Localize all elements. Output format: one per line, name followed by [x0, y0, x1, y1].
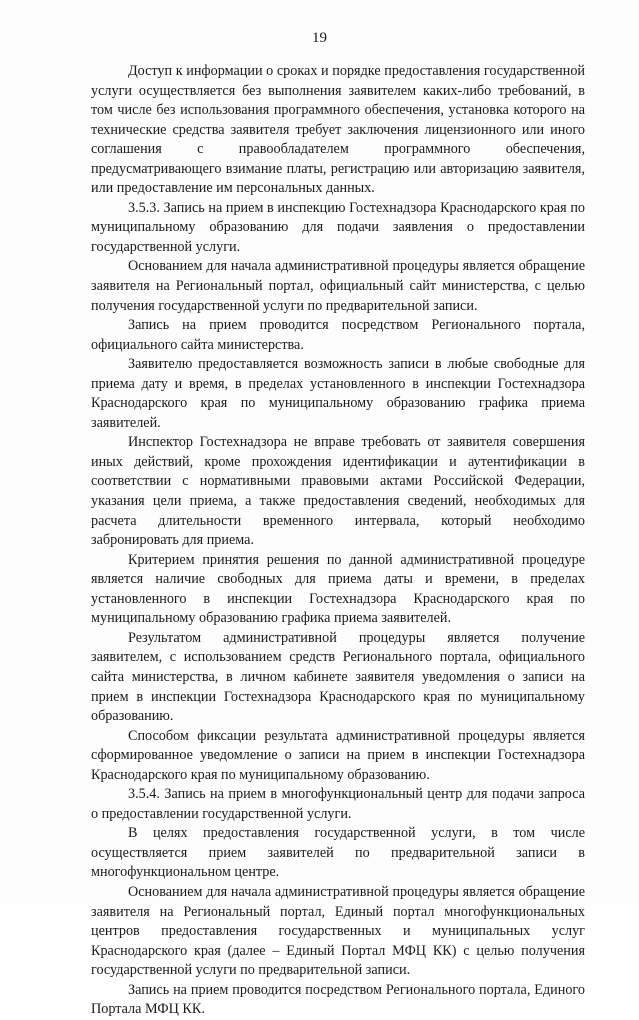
paragraph-mfc-appointments: В целях предоставления государственной услуги, в том числе осуществляется прием заявителей по предварительной записи в многофункциональном центре. — [91, 825, 585, 881]
document-body — [91, 62, 585, 1020]
paragraph-info-access: Доступ к информации о сроках и порядке предоставления государственной услуги осуществляется без выполнения заявителем каких-либо требований, в том числе без использования программного обеспечения, установка которого на технические средства заявителя требует заключения лицензионного или иного соглашения с правообладателем программного обеспечения, предусматривающего взимание платы, регистрацию или авторизацию заявителя, или предоставление им персональных данных. — [91, 63, 585, 197]
paragraph-section-3-5-4: 3.5.4. Запись на прием в многофункциональный центр для подачи запроса о предоставлении государственной услуги. — [91, 786, 585, 822]
page-number: 19 — [312, 30, 327, 46]
paragraph-booking-options: Заявителю предоставляется возможность записи в любые свободные для приема дату и время, в пределах установленного в инспекции Гостехнадзора Краснодарского края по муниципальному образованию графика приема заявителей. — [91, 356, 585, 431]
paragraph-appointment-method: Запись на прием проводится посредством Регионального портала, официального сайта министерства. — [91, 317, 585, 353]
paragraph-inspector-restrictions: Инспектор Гостехнадзора не вправе требовать от заявителя совершения иных действий, кроме прохождения идентификации и аутентификации в соответствии с нормативными правовыми актами Российской Федерации, указания цели приема, а также предоставления сведений, необходимых для расчета длительности временного интервала, который необходимо забронировать для приема. — [91, 434, 585, 549]
paragraph-procedure-basis: Основанием для начала административной процедуры является обращение заявителя на Региональный портал, официальный сайт министерства, с целью получения государственной услуги по предварительной записи. — [91, 258, 585, 314]
paragraph-procedure-result: Результатом административной процедуры является получение заявителем, с использованием средств Регионального портала, официального сайта министерства, в личном кабинете заявителя уведомления о записи на прием в инспекции Гостехнадзора Краснодарского края по муниципальному образованию. — [91, 629, 585, 725]
paragraph-decision-criterion: Критерием принятия решения по данной административной процедуре является наличие свободных для приема даты и времени, в пределах установленного в инспекции Гостехнадзора Краснодарского края по муниципальному образованию графика приема заявителей. — [91, 551, 585, 627]
paragraph-mfc-procedure-basis: Основанием для начала административной процедуры является обращение заявителя на Региональный портал, Единый портал многофункциональных центров предоставления государственных и муниципальных услуг Краснодарского края (далее – Единый Портал МФЦ КК) с целью получения государственной услуги по предварительной записи. — [91, 883, 585, 979]
paragraph-section-3-5-3: 3.5.3. Запись на прием в инспекцию Гостехнадзора Краснодарского края по муниципальному образованию для подачи заявления о предоставлении государственной услуги. — [91, 199, 585, 255]
paragraph-result-recording: Способом фиксации результата административной процедуры является сформированное уведомление о записи на прием в инспекции Гостехнадзора Краснодарского края по муниципальному образованию. — [91, 727, 585, 783]
paragraph-mfc-appointment-method: Запись на прием проводится посредством Регионального портала, Единого Портала МФЦ КК. — [91, 981, 585, 1018]
